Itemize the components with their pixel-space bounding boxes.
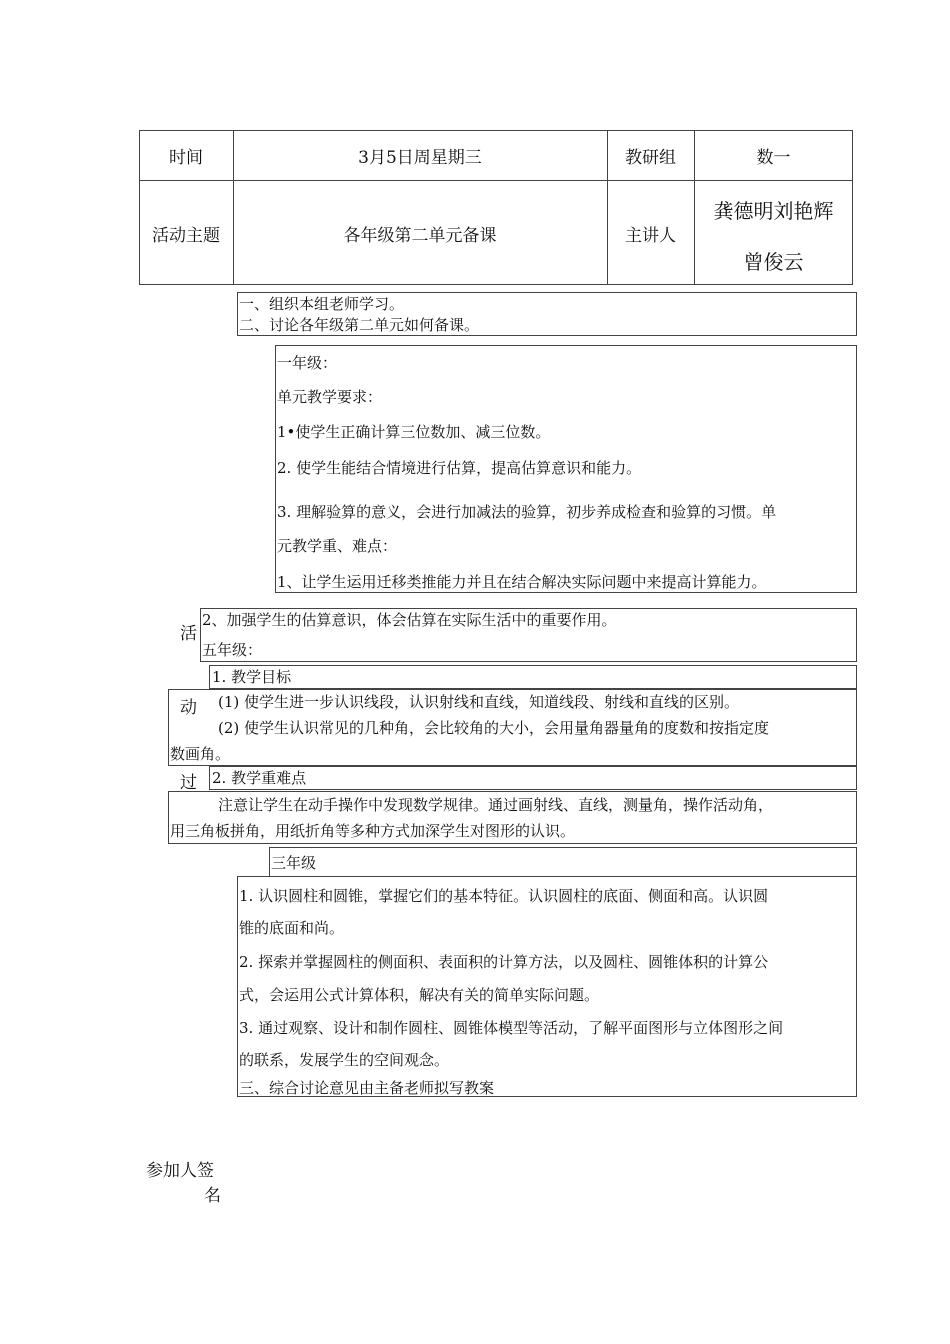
grade5-goal-2b: 数画角。 — [170, 745, 231, 763]
speaker-name-line1: 龚德明刘艳辉 — [713, 198, 834, 223]
grade5-key-line-b: 用三角板拼角，用纸折角等多种方式加深学生对图形的认识。 — [170, 822, 576, 840]
side-label-dong: 动 — [180, 698, 197, 718]
grade5-goal-title: 1. 教学目标 — [212, 668, 292, 686]
intro-line-1: 一、组织本组老师学习。 — [239, 295, 405, 313]
grade3-point-3a: 3. 通过观察、设计和制作圆柱、圆锥体模型等活动，了解平面图形与立体图形之间 — [239, 1019, 784, 1037]
speaker-label: 主讲人 — [625, 225, 676, 246]
grade5-title: 五年级： — [202, 641, 263, 659]
grade1-point-3b: 元教学重、难点： — [277, 537, 398, 555]
signature-label-line2: 名 — [204, 1186, 221, 1206]
intro-line-2: 二、讨论各年级第二单元如何备课。 — [239, 316, 480, 334]
grade3-title: 三年级 — [271, 854, 317, 872]
topic-label: 活动主题 — [152, 225, 220, 246]
speaker-name-line2: 曾俊云 — [743, 249, 804, 274]
grade1-point-3a: 3. 理解验算的意义，会进行加减法的验算，初步养成检查和验算的习惯。单 — [277, 503, 777, 521]
grade3-point-2b: 式，会运用公式计算体积，解决有关的简单实际问题。 — [239, 986, 600, 1004]
grade5-key-title-box — [209, 766, 857, 790]
group-value: 数一 — [756, 147, 791, 168]
grade3-point-1b: 锥的底面和尚。 — [239, 919, 345, 937]
group-label: 教研组 — [625, 147, 676, 168]
grade3-point-2a: 2. 探索并掌握圆柱的侧面积、表面积的计算方法，以及圆柱、圆锥体积的计算公 — [239, 953, 769, 971]
discussion-summary: 三、综合讨论意见由主备老师拟写教案 — [239, 1079, 495, 1097]
grade5-goal-2a: (2) 使学生认识常见的几种角，会比较角的大小，会用量角器量角的度数和按指定度 — [218, 719, 770, 737]
grade1-key-1: 1、让学生运用迁移类推能力并且在结合解决实际问题中来提高计算能力。 — [277, 573, 767, 591]
grade3-title-box — [269, 847, 857, 877]
grade5-key-title: 2. 教学重难点 — [212, 769, 307, 787]
grade5-goal-title-box — [209, 665, 857, 689]
grade3-point-3b: 的联系，发展学生的空间观念。 — [239, 1051, 450, 1069]
topic-value: 各年级第二单元备课 — [343, 225, 497, 246]
side-label-guo: 过 — [180, 773, 197, 793]
time-value: 3月5日周星期三 — [358, 147, 482, 168]
grade1-point-1: 1•使学生正确计算三位数加、减三位数。 — [277, 423, 551, 441]
grade5-key-line-a: 注意让学生在动手操作中发现数学规律。通过画射线、直线，测量角，操作活动角， — [218, 796, 774, 814]
grade5-goal-1: (1) 使学生进一步认识线段，认识射线和直线，知道线段、射线和直线的区别。 — [218, 693, 740, 711]
grade1-requirements-title: 单元教学要求： — [277, 388, 383, 406]
grade3-point-1a: 1. 认识圆柱和圆锥，掌握它们的基本特征。认识圆柱的底面、侧面和高。认识圆 — [239, 887, 769, 905]
grade1-key-2: 2、加强学生的估算意识，体会估算在实际生活中的重要作用。 — [202, 611, 617, 629]
grade1-title: 一年级： — [277, 354, 338, 372]
time-label: 时间 — [169, 147, 203, 168]
grade1-point-2: 2. 使学生能结合情境进行估算，提高估算意识和能力。 — [277, 459, 642, 477]
side-label-huo: 活 — [180, 624, 197, 644]
signature-label-line1: 参加人签 — [146, 1161, 214, 1181]
